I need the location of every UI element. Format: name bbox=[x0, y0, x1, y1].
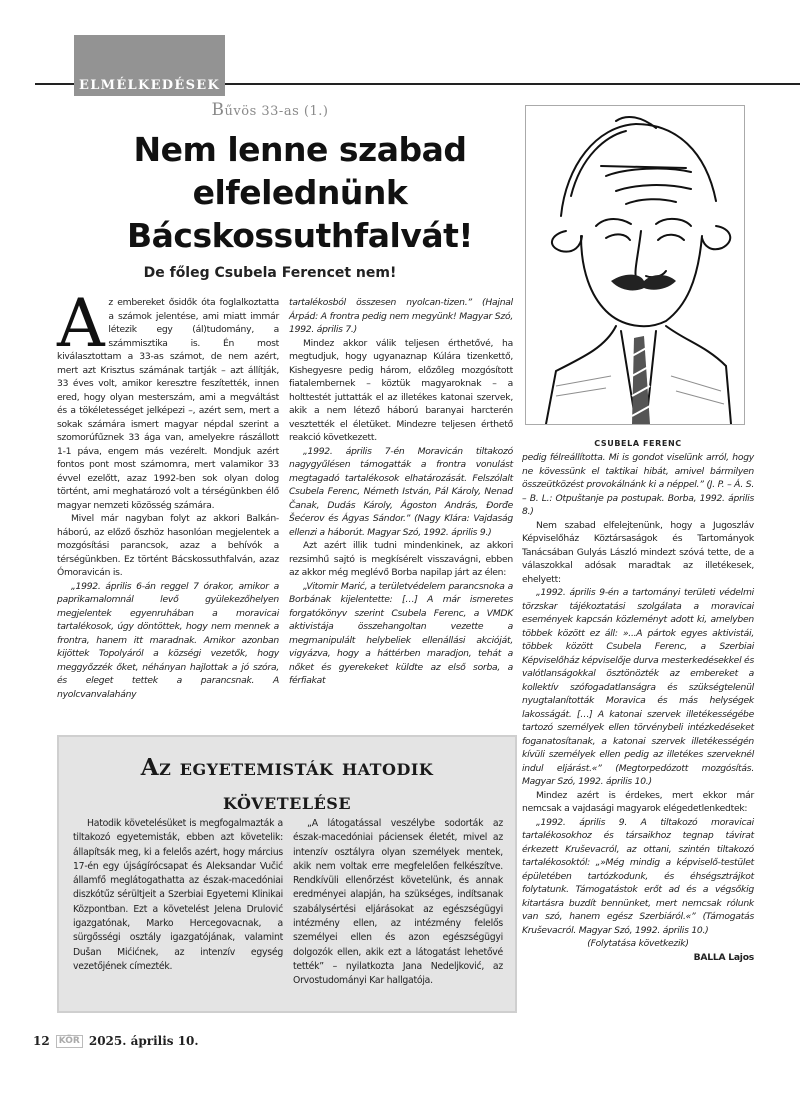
box-column-1: Hatodik követelésüket is megfogalmazták a tiltakozó egyetemisták, ebben azt követelik: állapítsák meg, ki a felelős azért, hogy március 17-én egy újságírócsapat és Aleksandar Vučić államfő meglátogathatta az észak-macedóniai diszkótűz sérültjeit a Szerbiai Egyetemi Klinikai Központban. Ezt a követelést Jelena Drulović igazgatónak, Marko Hercegovacnak, a sürgősségi osztály igazgatójának, valamint Dušan Mićićnek, az intenzív egység vezetőjének címezték. bbox=[73, 818, 283, 972]
paragraph: Mindez azért is érdekes, mert ekkor már nemcsak a vajdasági magyarok elégedetlenkedtek: bbox=[522, 789, 754, 814]
quote-paragraph: „1992. április 6-án reggel 7 órakor, amikor a paprikamalomnál levő gyülekezőhelyen megjelentek egyenruhában a moravicai tartalékosok, úgy döntöttek, hogy nem mennek a frontra, hanem itt maradnak. Amikor azonban kijöttek Topolyáról a községi vezetők, hogy meggyőzzék őket, néhányan hajlottak a jó szóra, és eleget tettek a parancsnak. A nyolcvanvalahány bbox=[57, 580, 279, 700]
section-label: ELMÉLKEDÉSEK bbox=[79, 78, 221, 93]
paragraph: Azt azért illik tudni mindenkinek, az akkori rezsimhű sajtó is megkísérelt visszavágni, ebben az akkor még meglévő Borba napilap járt az élen: bbox=[289, 540, 513, 578]
paragraph: Mindez akkor válik teljesen érthetővé, ha megtudjuk, hogy ugyanaznap Kúlára tizenkettő, Kishegyesre pedig három, előzőleg mozgósított fiatalembernek – köztük magyaroknak – a holttestét juttatták el az illetékes katonai szervek, akik a nem létező háború baranyai harcterén vesztették el életüket. Mindezre teljesen érthető reakció következett. bbox=[289, 337, 513, 443]
quote-paragraph: „1992. április 9. A tiltakozó moravicai tartalékosokhoz és társaikhoz tegnap távirat érkezett Kruševacról, az ottani, szintén tiltakozó tartalékosoktól: „»Még mindig a képviselő-testület épületében tartózkodunk, és éhségsztrájkot folytatunk. Támogatástok erőt ad és a végsőkig kitartásra buzdít bennünket, mert nemcsak rólunk van szó, hanem egész Szerbiáról.«” (Támogatás Kruševacról. Magyar Szó, 1992. április 10.) bbox=[522, 816, 754, 936]
continued-note: (Folytatása következik) bbox=[587, 938, 689, 949]
publication-logo: KÖR bbox=[56, 1035, 83, 1048]
article-column-2 bbox=[289, 296, 513, 736]
section-tab bbox=[74, 35, 225, 96]
box-column-2: „A látogatással veszélybe sodorták az észak-macedóniai páciensek életét, mivel az intenzív osztályra olyan személyek mentek, akik nem voltak erre megfelelően felkészítve. Rendkívüli ellenőrzést követelünk, és annak eredményei alapján, ha szükséges, indítsanak szabálysértési eljárásokat az egészségügyi intézmény ellen, az intézmény felelős személyei ellen és azon egészségügyi dolgozók ellen, akik ezt a látogatást lehetővé tették” – nyilatkozta Jana Nedeljković, az Orvostudományi Kar hallgatója. bbox=[293, 818, 503, 987]
sidebar-news-box bbox=[57, 735, 517, 1013]
drop-cap: A bbox=[57, 285, 105, 362]
quote-paragraph: „Vitomir Marić, a területvédelem parancsnoka a Borbának kijelentette: […] A már ismeretes forgatókönyv szerint Csubela Ferenc, a VMDK aktivistája összehangoltan vezette a megmanipulált helybeliek ellenállási akcióját, vigyázva, hogy a háttérben maradjon, tehát a nőket és gyerekeket küldte az első sorba, a férfiakat bbox=[289, 580, 513, 686]
issue-date: 2025. április 10. bbox=[88, 1034, 199, 1048]
portrait-caption: CSUBELA FERENC bbox=[594, 439, 682, 448]
author-signature: BALLA Lajos bbox=[693, 951, 754, 963]
quote-paragraph: „1992. április 9-én a tartományi területi védelmi törzskar tájékoztatási szolgálata a moravicai események kapcsán közleményt adott ki, amelyben többek között ez áll: »...A pártok egyes aktivistái, többek között Csubela Ferenc, a Szerbiai Képviselőház képviselője durva mesterkedésekkel és valótlanságokkal ösztönözték az embereket a kollektív szófogadatlanságra és szükségtelenül nyugtalanították Moravica és más helységek lakosságát. […] A katonai szervek illetékességébe tartozó személyek ellen törvénybeli intézkedéseket foganatosítanak, a katonai szervek illetékességén kívüli személyek ellen pedig az illetékes szerveknél indul eljárást.«” (Megtorpedózott mozgósítás. Magyar Szó, 1992. április 10.) bbox=[522, 587, 754, 787]
caricature-drawing-icon bbox=[526, 106, 744, 424]
quote-paragraph: tartalékosból összesen nyolcan-tizen.” (Hajnal Árpád: A frontra pedig nem megyünk! Magyar Szó, 1992. április 7.) bbox=[289, 297, 513, 335]
article-column-1: Az embereket ősidők óta foglalkoztatta a számok jelentése, ami miatt immár létezik egy (ál)tudomány, a számmisztika is. Én most kiválasztottam a 33-as számot, de nem azért, mert azt Krisztus számának tartják – azt állítják, 33 éves volt, amikor keresztre feszítették, innen ered, hogy olyan mesterszám, ami a megváltást és a tökéletességet jelképezi –, azért sem, mert a sokak számára ismert magyar népdal szerint a szomorúfűznek 33 ága van, amelyekre rászállott 1-1 páva, engem más vezérelt. Mondjuk azért fontos pont most számomra, mert valamikor 33 évvel ezelőtt, azaz 1992-ben sok olyan dolog történt, ami meghatározó volt a térségünkben élő magyar nemzeti közösség számára. Mivel már nagyban folyt az akkori Balkán-háború, az előző őszhöz hasonlóan megjelentek a mozgósítási parancsok, azaz a behívók a térségünkben. Ez történt Bácskossuthfalván, azaz Ómoravicán is. „1992. április 6-án reggel 7 órakor, amikor a paprikamalomnál levő gyülekezőhelyen megjelentek egyenruhában a moravicai tartalékosok, úgy döntöttek, hogy nem mennek a frontra, hanem itt maradnak. Amikor azonban kijöttek Topolyáról a községi vezetők, hogy meggyőzzék őket, néhányan hajlottak a jó szóra, és eleget tettek a parancsnak. A nyolcvanvalahány bbox=[57, 285, 279, 700]
article-headline: Nem lenne szabad elfelednünk Bácskossuthfalvát! bbox=[127, 130, 473, 255]
article-column-3 bbox=[522, 451, 754, 1051]
article-kicker: Bűvös 33-as (1.) bbox=[211, 100, 329, 120]
box-title: Az egyetemisták hatodik követelése bbox=[140, 754, 434, 815]
quote-paragraph: pedig félreállította. Mi is gondot viselünk arról, hogy ne kövessünk el taktikai hibát, amivel bármilyen összeütközést provokálnánk ki a néppel.” (J. P. – Á. S. – B. L.: Otpuštanje pa postupak. Borba, 1992. április 8.) bbox=[522, 452, 754, 517]
caricature-portrait bbox=[525, 105, 745, 425]
page-footer bbox=[33, 1034, 199, 1048]
article-subhead: De főleg Csubela Ferencet nem! bbox=[143, 265, 397, 281]
quote-paragraph: „1992. április 7-én Moravicán tiltakozó nagygyűlésen támogatták a frontra vonulást megtagadó tartalékosok elhatározását. Felszólalt Csubela Ferenc, Németh István, Pál Károly, Nenad Čanak, Dudás Károly, Ágoston András, Đorđe Šećerov és Ágyas Sándor.” (Nagy Klára: Vajdaság ellenzi a háborút. Magyar Szó, 1992. április 9.) bbox=[289, 445, 513, 538]
paragraph: Nem szabad elfelejtenünk, hogy a Jugoszláv Képviselőház Köztársaságok és Tartományok Tanácsában Gulyás László mindezt szóvá tette, de a válaszokkal adósak maradtak az illetékesek, ehelyett: bbox=[522, 519, 754, 585]
page-number: 12 bbox=[33, 1034, 50, 1048]
paragraph: Mivel már nagyban folyt az akkori Balkán-háború, az előző őszhöz hasonlóan megjelentek a mozgósítási parancsok, azaz a behívók a térségünkben. Ez történt Bácskossuthfalván, azaz Ómoravicán is. bbox=[57, 513, 279, 578]
